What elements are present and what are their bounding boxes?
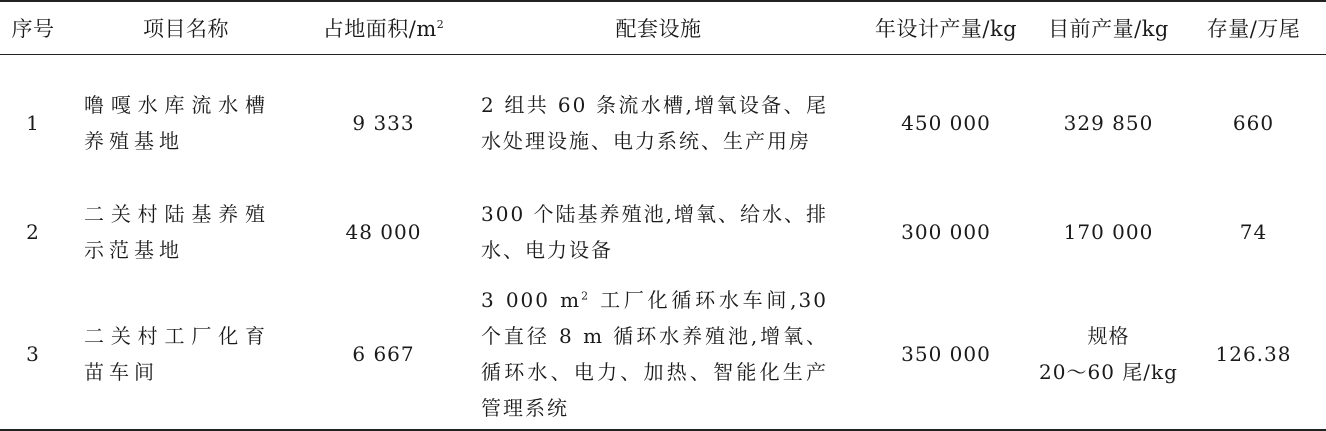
cell-design-output: 300 000: [901, 220, 991, 244]
cell-facilities: 300 个陆基养殖池,增氧、给水、排水、电力设备: [481, 202, 828, 262]
cell-seq: 2: [26, 220, 40, 244]
cell-design-output: 350 000: [856, 279, 1036, 430]
header-design-output: 年设计产量/kg: [856, 1, 1036, 55]
cell-name: 噜嘎水库流水槽养殖基地: [84, 93, 270, 153]
facilities-post: 工厂化循环水车间,30 个直径 8 m 循环水养殖池,增氧、循环水、电力、加热、智能化生产管理系统: [481, 288, 828, 420]
header-area-text: 占地面积/m: [322, 17, 437, 41]
table-row: [0, 185, 1326, 279]
table-row: [0, 279, 1326, 430]
cell-name: 二关村陆基养殖示范基地: [84, 202, 270, 262]
current-output-line1: 规格: [1087, 324, 1130, 348]
cell-current-output: 170 000: [1063, 220, 1154, 244]
header-name: 项目名称: [66, 1, 306, 55]
table-row: [0, 55, 1326, 186]
cell-current-output: [1036, 279, 1181, 430]
cell-design-output: 450 000: [901, 111, 991, 135]
cell-area: 48 000: [345, 220, 422, 244]
header-seq: 序号: [0, 1, 66, 55]
cell-seq: 3: [0, 279, 66, 430]
current-output-line2: 20～60 尾/kg: [1039, 360, 1178, 384]
cell-stock: 74: [1239, 220, 1268, 244]
header-facilities: 配套设施: [461, 1, 856, 55]
cell-facilities: 2 组共 60 条流水槽,增氧设备、尾水处理设施、电力系统、生产用房: [481, 93, 828, 153]
header-area-sup: 2: [436, 18, 445, 31]
facilities-pre: 3 000 m: [481, 288, 582, 312]
header-stock: 存量/万尾: [1181, 1, 1326, 55]
facilities-sup: 2: [581, 289, 591, 303]
cell-stock: 660: [1232, 111, 1275, 135]
cell-current-output: 329 850: [1063, 111, 1154, 135]
cell-seq: 1: [26, 111, 40, 135]
cell-name: 二关村工厂化育苗车间: [66, 279, 306, 430]
header-current-output: 目前产量/kg: [1036, 1, 1181, 55]
cell-facilities: [461, 279, 856, 430]
header-area: [306, 1, 461, 55]
cell-stock: 126.38: [1181, 279, 1326, 430]
table-body: [0, 55, 1326, 431]
table-header: [0, 1, 1326, 55]
header-row: [0, 1, 1326, 55]
cell-area: 9 333: [352, 111, 415, 135]
cell-area: 6 667: [306, 279, 461, 430]
